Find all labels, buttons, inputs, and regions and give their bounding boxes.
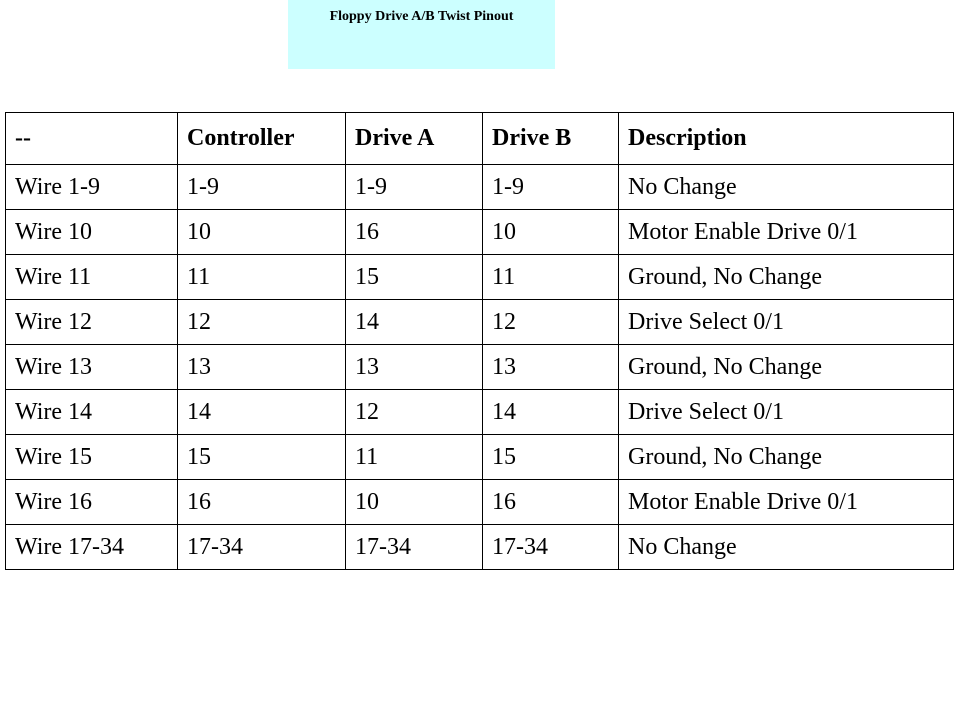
cell-drive-a: 16 [346,210,483,255]
cell-controller: 14 [178,390,346,435]
header-controller: Controller [178,113,346,165]
cell-description: Ground, No Change [619,345,954,390]
cell-drive-a: 17-34 [346,525,483,570]
cell-wire: Wire 15 [6,435,178,480]
table-row [6,255,954,300]
cell-drive-a: 14 [346,300,483,345]
cell-description: Motor Enable Drive 0/1 [619,480,954,525]
cell-wire: Wire 13 [6,345,178,390]
cell-drive-a: 10 [346,480,483,525]
cell-wire: Wire 14 [6,390,178,435]
cell-controller: 13 [178,345,346,390]
pinout-table [5,112,954,570]
table-row [6,345,954,390]
cell-drive-b: 15 [483,435,619,480]
header-wire: -- [6,113,178,165]
cell-controller: 17-34 [178,525,346,570]
header-description: Description [619,113,954,165]
cell-controller: 15 [178,435,346,480]
table-row [6,525,954,570]
cell-drive-b: 17-34 [483,525,619,570]
page-title: Floppy Drive A/B Twist Pinout [329,9,514,24]
table-row [6,435,954,480]
cell-drive-b: 14 [483,390,619,435]
cell-drive-b: 16 [483,480,619,525]
cell-wire: Wire 10 [6,210,178,255]
cell-wire: Wire 16 [6,480,178,525]
table-row [6,210,954,255]
cell-controller: 10 [178,210,346,255]
cell-description: No Change [619,525,954,570]
header-drive-b: Drive B [483,113,619,165]
cell-drive-a: 11 [346,435,483,480]
cell-controller: 1-9 [178,165,346,210]
cell-drive-b: 1-9 [483,165,619,210]
cell-controller: 12 [178,300,346,345]
cell-wire: Wire 1-9 [6,165,178,210]
title-box [288,0,555,69]
cell-controller: 11 [178,255,346,300]
cell-description: Drive Select 0/1 [619,300,954,345]
cell-drive-a: 1-9 [346,165,483,210]
cell-description: Motor Enable Drive 0/1 [619,210,954,255]
table-row [6,165,954,210]
cell-description: Drive Select 0/1 [619,390,954,435]
cell-wire: Wire 11 [6,255,178,300]
cell-description: Ground, No Change [619,435,954,480]
cell-wire: Wire 17-34 [6,525,178,570]
table-row [6,300,954,345]
cell-drive-b: 12 [483,300,619,345]
cell-drive-b: 11 [483,255,619,300]
cell-drive-a: 12 [346,390,483,435]
table-header-row [6,113,954,165]
table-row [6,390,954,435]
cell-drive-b: 10 [483,210,619,255]
cell-drive-a: 15 [346,255,483,300]
table-row [6,480,954,525]
header-drive-a: Drive A [346,113,483,165]
cell-wire: Wire 12 [6,300,178,345]
cell-description: Ground, No Change [619,255,954,300]
cell-drive-a: 13 [346,345,483,390]
cell-drive-b: 13 [483,345,619,390]
cell-controller: 16 [178,480,346,525]
cell-description: No Change [619,165,954,210]
